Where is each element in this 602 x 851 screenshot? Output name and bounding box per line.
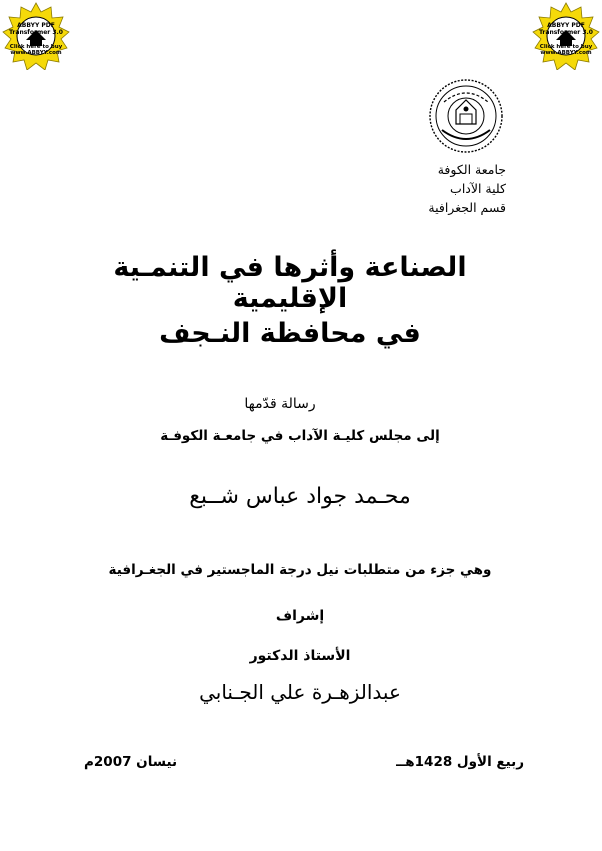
thesis-title-line-1: الصناعة وأثرها في التنمـية الإقليمية: [113, 252, 467, 314]
gregorian-date: نيسان 2007م: [84, 754, 178, 770]
badge-top-text: ABBYY PDF Transformer 3.0: [539, 22, 593, 36]
thesis-title-line-2: في محافظة النـجف: [159, 318, 421, 349]
degree-requirement-text: وهي جزء من متطلبات نيل درجة الماجستير في الجغـرافية: [108, 562, 492, 578]
department-name: قسم الجغرافية: [428, 200, 506, 215]
badge-bottom-text: Click here to buy www.ABBYY.com: [539, 44, 593, 56]
hijri-date: ربيع الأول 1428هــ: [396, 754, 524, 770]
abbyy-buy-badge-right[interactable]: [532, 2, 600, 70]
university-name: جامعة الكوفة: [437, 162, 506, 177]
author-name: محـمد جواد عباس شــبع: [189, 484, 411, 509]
badge-bottom-text: Click here to buy www.ABBYY.com: [9, 44, 63, 56]
supervisor-name: عبدالزهـرة علي الجـنابي: [199, 680, 401, 704]
council-text: إلى مجلس كليـة الآداب في جامعـة الكوفـة: [160, 428, 440, 444]
badge-top-text: ABBYY PDF Transformer 3.0: [9, 22, 63, 36]
university-header: [346, 160, 506, 217]
badge-star-icon: [2, 2, 70, 70]
presented-by-text: رسالة قدّمها: [244, 396, 316, 412]
professor-title: الأستاذ الدكتور: [249, 648, 351, 664]
abbyy-buy-badge-left[interactable]: [2, 2, 70, 70]
university-seal-icon: [428, 78, 504, 154]
supervision-heading: إشراف: [275, 608, 325, 624]
college-name: كلية الآداب: [450, 181, 506, 196]
badge-star-icon: [532, 2, 600, 70]
